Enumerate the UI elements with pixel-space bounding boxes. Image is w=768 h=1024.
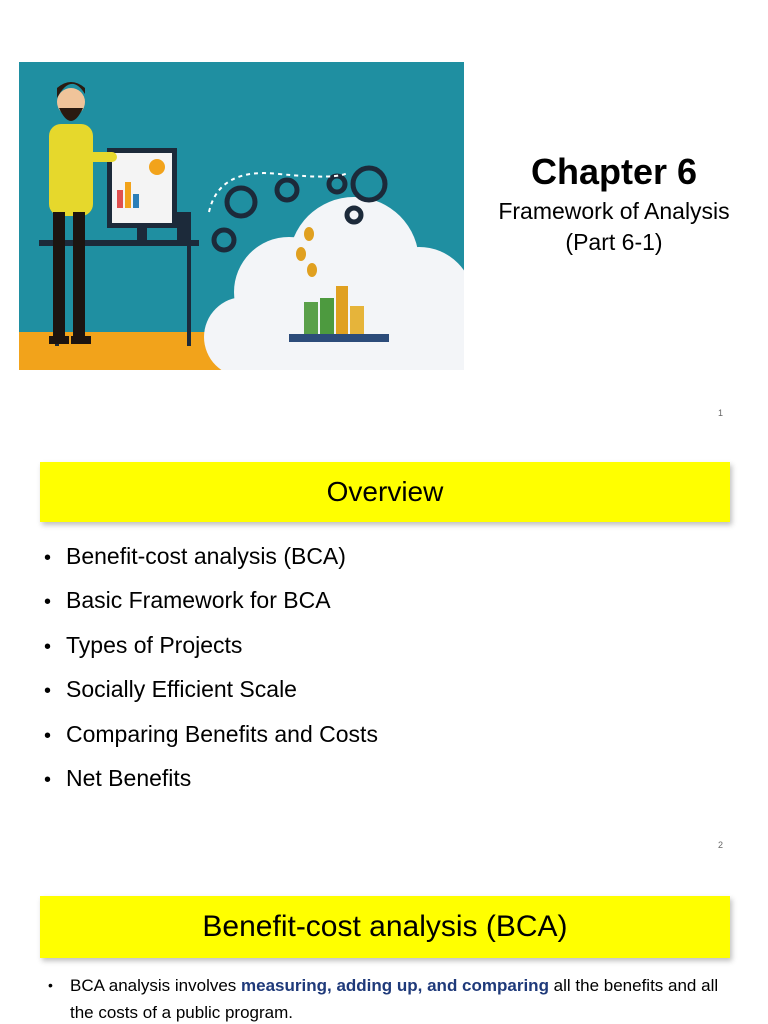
list-item: • Comparing Benefits and Costs [44, 712, 378, 756]
bullet-icon: • [44, 680, 52, 703]
chapter-part: (Part 6-1) [565, 229, 663, 255]
list-item: • Basic Framework for BCA [44, 578, 378, 622]
list-item: • Socially Efficient Scale [44, 667, 378, 711]
slide-overview [0, 430, 768, 860]
slide-title [0, 0, 768, 430]
businessman-computer-illustration [19, 62, 464, 370]
bullet-icon: • [44, 547, 52, 569]
bca-definition [48, 972, 738, 1024]
chapter-subtitle: Framework of Analysis [498, 198, 730, 224]
bca-paragraph: BCA analysis involves measuring, adding up, and comparing all the benefits and all the costs of a public program. [70, 976, 719, 1022]
page-number: 1 [718, 408, 724, 418]
list-item: • Benefit-cost analysis (BCA) [44, 534, 378, 578]
bullet-icon: • [44, 591, 52, 614]
list-item: • Net Benefits [44, 756, 378, 800]
overview-list [44, 534, 378, 800]
bca-emphasis: measuring, adding up, and comparing [241, 976, 549, 995]
bullet-icon: • [48, 977, 53, 993]
bca-heading: Benefit-cost analysis (BCA) [40, 896, 730, 958]
analysis-illustration [19, 62, 464, 370]
bullet-icon: • [44, 635, 52, 658]
title-block [476, 148, 752, 258]
slide-bca [0, 860, 768, 1024]
chapter-title: Chapter 6 [530, 151, 698, 192]
overview-heading: Overview [40, 462, 730, 522]
bullet-icon: • [44, 724, 52, 747]
page-number: 2 [718, 840, 724, 850]
list-item: • Types of Projects [44, 623, 378, 667]
bullet-icon: • [44, 768, 52, 791]
